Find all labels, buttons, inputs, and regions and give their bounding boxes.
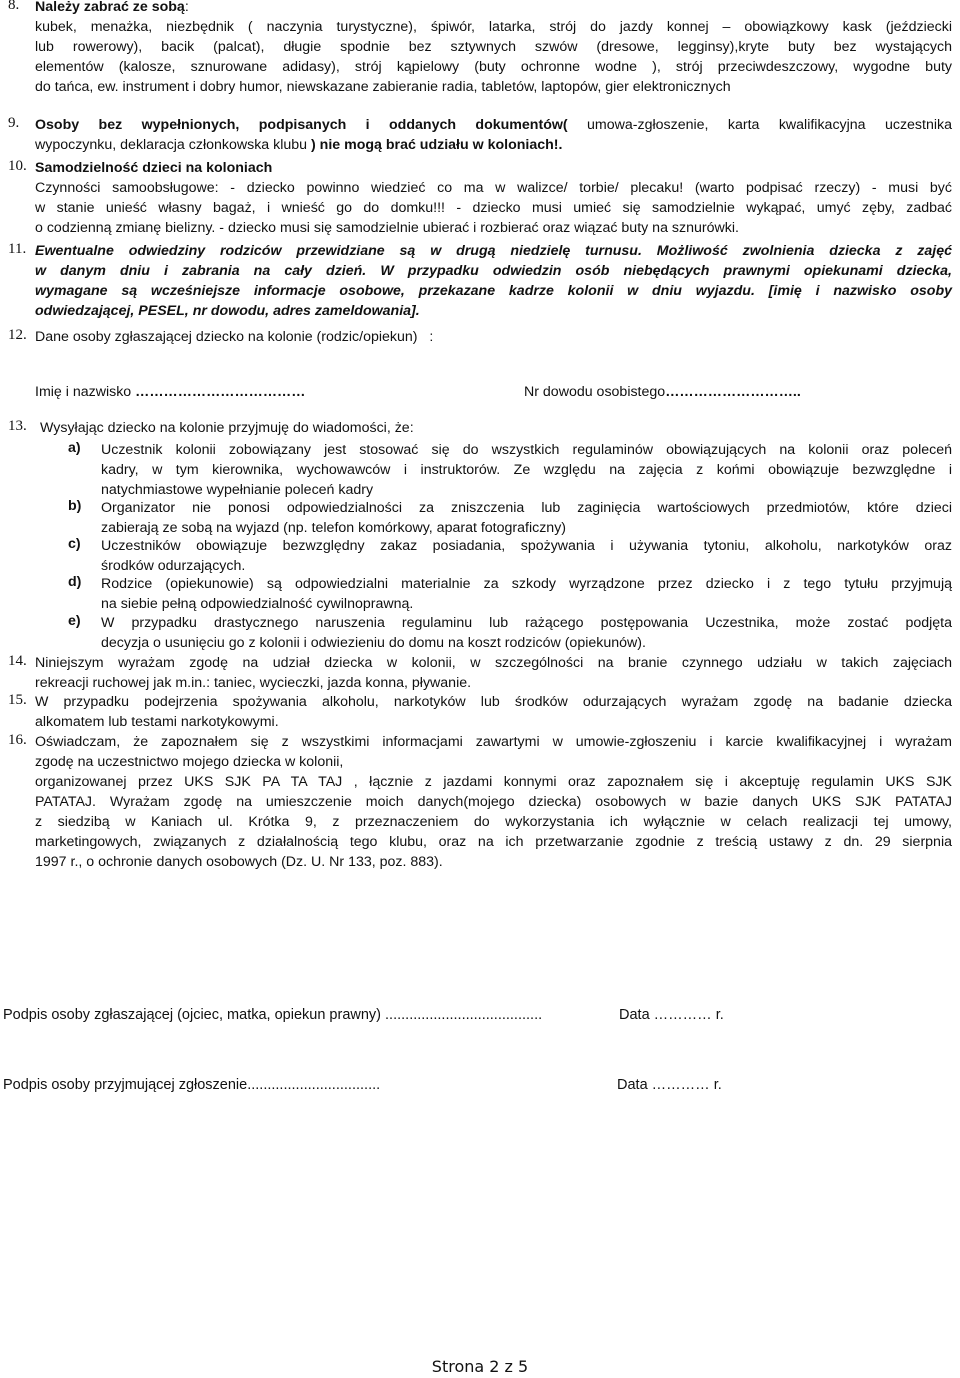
- text-line: 1997 r., o ochronie danych osobowych (Dz. U. Nr 133, poz. 883).: [35, 854, 443, 870]
- text-line: do tańca, ew. instrument i dobry humor, niewskazane zabieranie radia, tabletów, laptopów, gier elektronicznych: [35, 79, 731, 95]
- item-label: e): [68, 613, 81, 629]
- text-line: Czynności samoobsługowe: - dziecko powinno wiedzieć co ma w walizce/ torbie/ plecaku! (warto podpisać rzeczy) - musi być: [35, 180, 952, 196]
- text-line: Niniejszym wyrażam zgodę na udział dziecka w kolonii, w szczególności na branie czynnego udziału w takich zajęciach: [35, 655, 952, 671]
- text-line: z siedzibą w Kaniach ul. Krótka 9, z przeznaczeniem do wykorzystania ich wyłącznie w celach realizacji tej umowy,: [35, 814, 952, 830]
- text-line: zgodę na uczestnictwo mojego dziecka w kolonii,: [35, 754, 344, 770]
- page-footer: Strona 2 z 5: [431, 1357, 529, 1376]
- text-line: [35, 115, 952, 135]
- text-line: kubek, menażka, niezbędnik ( naczynia turystyczne), śpiwór, latarka, strój do jazdy konnej – obowiązkowy kask (jeździecki: [35, 19, 952, 35]
- date-receiver: [617, 1077, 722, 1093]
- title-bold: Samodzielność dzieci na koloniach: [35, 160, 273, 176]
- date-suffix: r.: [715, 1007, 724, 1023]
- section-number: 11.: [8, 241, 27, 257]
- id-dots: ………………………..: [665, 384, 801, 400]
- text-line: W przypadku drastycznego naruszenia regulaminu lub rażącego postępowania Uczestnika, może zostać podjęta: [101, 615, 952, 631]
- text-line: Rodzice (opiekunowie) są odpowiedzialni materialnie za szkody wyrządzone przez dziecko i z tego tytułu przyjmują: [101, 576, 952, 592]
- name-label: Imię i nazwisko: [35, 384, 136, 400]
- section-number: 8.: [8, 0, 20, 13]
- signature-receiver: [3, 1077, 380, 1093]
- text-line: na siebie pełną odpowiedzialność cywilnoprawną.: [101, 596, 414, 612]
- text-line: decyzja o usunięciu go z kolonii i odwiezieniu do domu na koszt rodziców (opiekunów).: [101, 635, 646, 651]
- id-label: Nr dowodu osobistego: [524, 384, 666, 400]
- text-line: w stanie unieść własny bagaż, i wnieść go do domku!!! - dziecko musi umieć się samodzielnie wykąpać, umyć zęby, zadbać: [35, 200, 952, 216]
- section-number: 16.: [8, 732, 27, 748]
- text-line: alkomatem lub testami narkotykowymi.: [35, 714, 279, 730]
- section-title: [35, 0, 952, 17]
- text-line: Ewentualne odwiedziny rodziców przewidziane są w drugą niedzielę turnusu. Możliwość zwolnienia dziecka z zajęć: [35, 243, 952, 259]
- date-dots: …………: [653, 1007, 712, 1023]
- item-label: d): [68, 574, 82, 590]
- text-line: odwiedzającej, PESEL, nr dowodu, adres zameldowania].: [35, 303, 420, 319]
- text-line: w danym dniu i zabrania na cały dzień. W przypadku odwiedzin osób niebędących prawnymi opiekunami dziecka,: [35, 263, 952, 279]
- text-line: Organizator nie ponosi odpowiedzialności za zniszczenia lub zaginięcia wartościowych przedmiotów, które dzieci: [101, 500, 952, 516]
- normal-text: wypoczynku, deklaracja członkowska klubu: [35, 137, 311, 153]
- date-dots: …………: [651, 1077, 710, 1093]
- signature-label: Podpis osoby zgłaszającej (ojciec, matka, opiekun prawny) .......................................: [3, 1007, 543, 1023]
- text-line: rekreacji ruchowej jak m.in.: taniec, wycieczki, jazda konna, pływanie.: [35, 675, 472, 691]
- text-line: elementów (kalosze, sznurowane adidasy), strój kąpielowy (buty ochronne wodne ), strój przeciwdeszczowy, wygodne buty: [35, 59, 952, 75]
- id-field: [524, 382, 801, 402]
- text-line: Uczestnik kolonii zobowiązany jest stosować się do wszystkich regulaminów obowiązujących na kolonii oraz poleceń: [101, 442, 952, 458]
- signature-label: Podpis osoby przyjmującej zgłoszenie.................................: [3, 1077, 381, 1093]
- title-bold: Należy zabrać ze sobą: [35, 0, 185, 15]
- date-applicant: [619, 1007, 724, 1023]
- date-label: Data: [617, 1077, 648, 1093]
- text-line: lub rowerowy), bacik (palcat), długie spodnie bez sztywnych szwów (dresowe, legginsy),kryte buty bez wystających: [35, 39, 952, 55]
- section-number: 9.: [8, 115, 20, 131]
- text-line: Wysyłając dziecko na kolonie przyjmuję do wiadomości, że:: [40, 420, 414, 436]
- text-line: zabierają ze sobą na wyjazd (np. telefon komórkowy, aparat fotograficzny): [101, 520, 567, 536]
- section-title: [35, 158, 952, 178]
- bold-text: ) nie mogą brać udziału w koloniach!.: [311, 137, 563, 153]
- text-line: marketingowych, związanych z działalnością tego klubu, oraz na ich przetwarzanie zgodnie z treścią ustawy z dn. 29 sierpnia: [35, 834, 952, 850]
- item-label: c): [68, 536, 81, 552]
- name-dots: ………………………………: [135, 384, 306, 400]
- text-line: Dane osoby zgłaszającej dziecko na kolonie (rodzic/opiekun) :: [35, 329, 434, 345]
- text-line: W przypadku podejrzenia spożywania alkoholu, narkotyków lub środków odurzających wyrażam zgodę na badanie dziecka: [35, 694, 952, 710]
- text-line: organizowanej przez UKS SJK PA TA TAJ , łącznie z jazdami konnymi oraz zapoznałem się i akceptuję regulamin UKS SJK: [35, 774, 952, 790]
- item-label: a): [68, 440, 81, 456]
- item-label: b): [68, 498, 82, 514]
- text-line: kadry, w tym kierownika, wychowawców i instruktorów. Ze względu na zajęcia z końmi obowiązuje bezwzględne i: [101, 462, 952, 478]
- name-field: [35, 382, 305, 402]
- section-number: 15.: [8, 692, 27, 708]
- text-line: [35, 135, 952, 155]
- text-line: Uczestników obowiązuje bezwzględny zakaz posiadania, spożywania i używania tytoniu, alkoholu, narkotyków oraz: [101, 538, 952, 554]
- normal-text: umowa-zgłoszenie, karta kwalifikacyjna uczestnika: [567, 117, 952, 133]
- text-line: środków odurzających.: [101, 558, 246, 574]
- text-line: Oświadczam, że zapoznałem się z wszystkimi informacjami zawartymi w umowie-zgłoszeniu i karcie kwalifikacyjnej i wyrażam: [35, 734, 952, 750]
- date-label: Data: [619, 1007, 650, 1023]
- section-number: 10.: [8, 158, 27, 174]
- bold-text: Osoby bez wypełnionych, podpisanych i oddanych dokumentów(: [35, 117, 568, 133]
- section-number: 13.: [8, 418, 27, 434]
- text-line: wymagane są wcześniejsze informacje osobowe, przekazane kadrze kolonii w dniu wyjazdu. [imię i nazwisko osoby: [35, 283, 952, 299]
- section-number: 12.: [8, 327, 27, 343]
- signature-applicant: [3, 1007, 542, 1023]
- title-colon: :: [184, 0, 189, 15]
- section-number: 14.: [8, 653, 27, 669]
- text-line: o codzienną zmianę bielizny. - dziecko musi się samodzielnie ubierać i rozbierać oraz wiązać buty na sznurówki.: [35, 220, 739, 236]
- date-suffix: r.: [713, 1077, 722, 1093]
- text-line: natychmiastowe wypełnianie poleceń kadry: [101, 482, 374, 498]
- text-line: PATATAJ. Wyrażam zgodę na umieszczenie moich danych(mojego dziecka) osobowych w bazie danych UKS SJK PATATAJ: [35, 794, 952, 810]
